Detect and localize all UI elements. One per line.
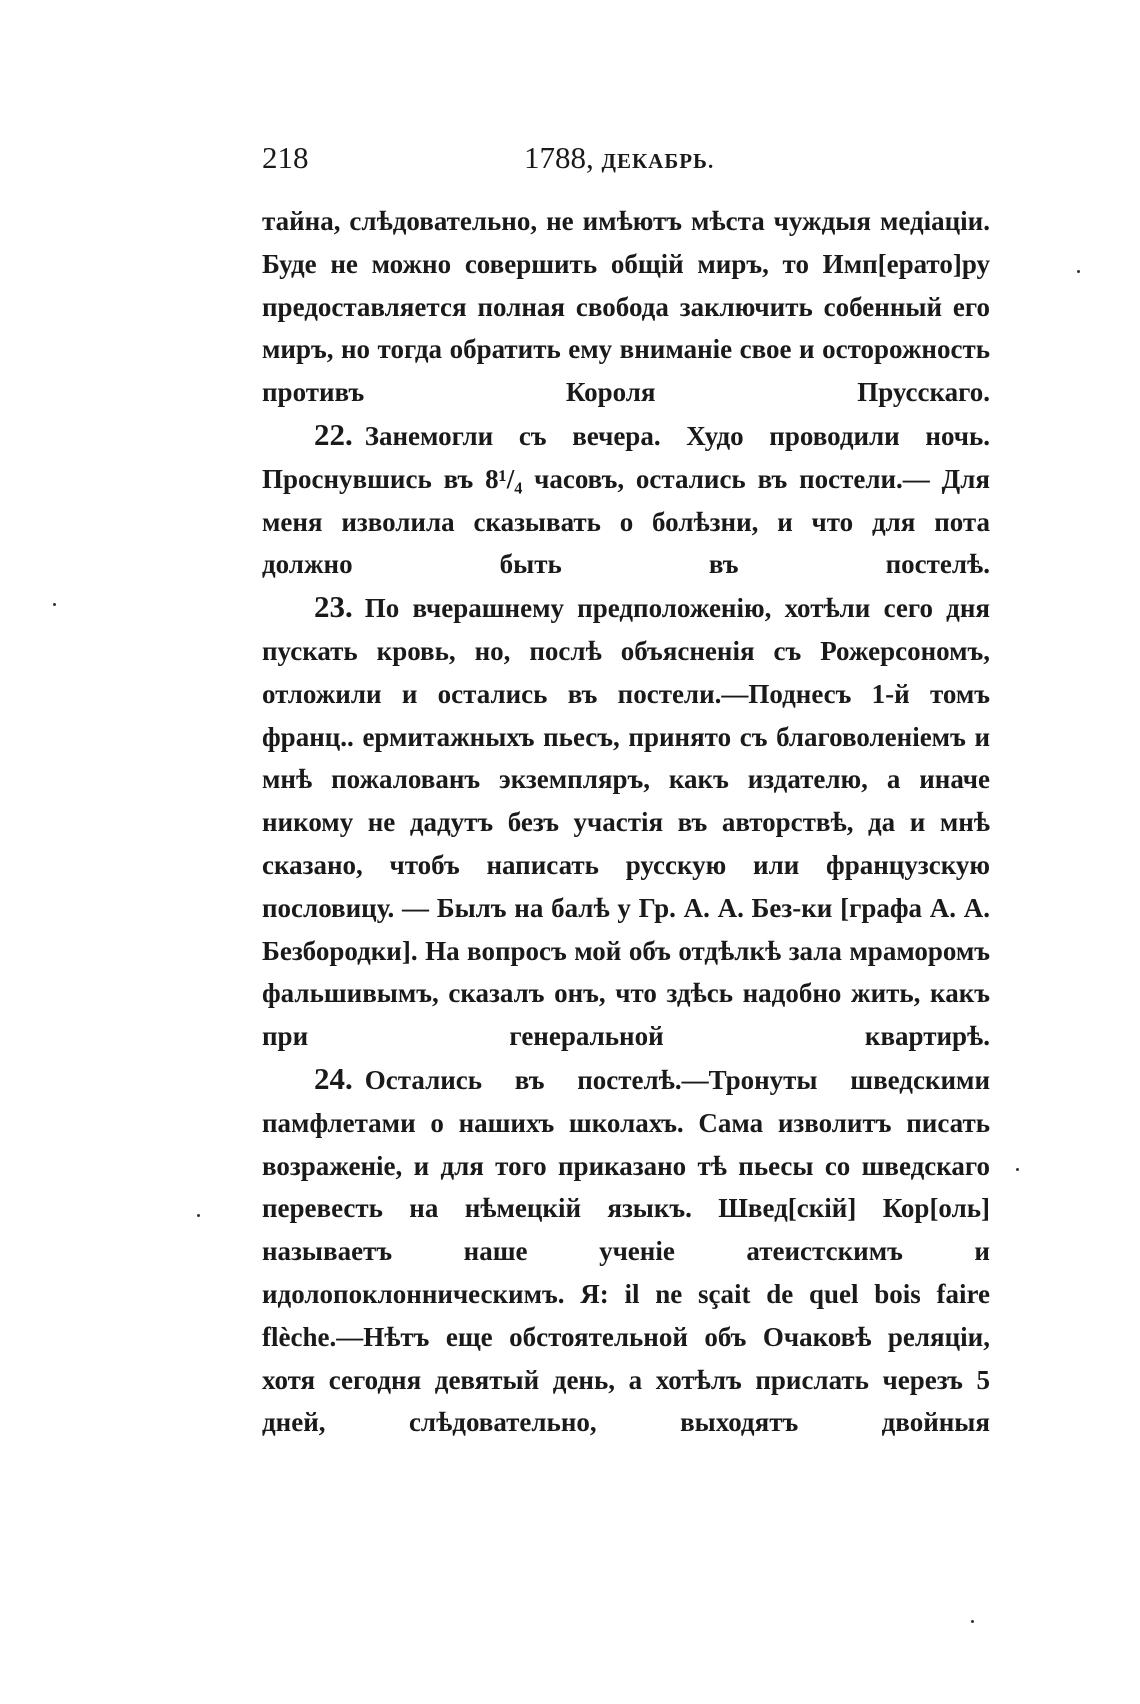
page-number: 218: [262, 140, 309, 175]
entry-text: Занемогли съ вечера. Худо проводили ночь. Проснувшись въ 8¹/₄ часовъ, остались въ постели.— Для меня изволила сказывать о болѣзни, и что для пота должно быть въ постелѣ.: [262, 420, 990, 580]
paragraph-continuation: [262, 200, 990, 414]
paragraph-text: тайна, слѣдовательно, не имѣютъ мѣста чуждыя медіаціи. Буде не можно совершить общій миръ, то Имп[ерато]ру предоставляется полная свобода заключить собенный его миръ, но тогда обратить ему вниманіе свое и осторожность противъ Короля Прусскаго.: [262, 206, 990, 408]
print-speck: [197, 1214, 200, 1217]
print-speck: [971, 1620, 974, 1623]
print-speck: [1016, 1168, 1019, 1171]
running-title-year: 1788,: [524, 140, 594, 175]
entry-number: 22.: [314, 416, 353, 452]
print-speck: [53, 603, 56, 606]
page-header: [262, 140, 990, 200]
diary-entry-24: [262, 1058, 990, 1444]
entry-number: 24.: [314, 1060, 353, 1096]
diary-entry-23: [262, 586, 990, 1058]
entry-text: По вчерашнему предположенію, хотѣли сего дня пускать кровь, но, послѣ объясненія съ Рожерсономъ, отложили и остались въ постели.—Поднесъ 1-й томъ франц.. ермитажныхъ пьесъ, принято съ благоволеніемъ и мнѣ пожалованъ экземпляръ, какъ издателю, а иначе никому не дадутъ безъ участія въ авторствѣ, да и мнѣ сказано, чтобъ написать русскую или французскую пословицу. — Былъ на балѣ у Гр. А. А. Без-ки [графа А. А. Безбородки]. На вопросъ мой объ отдѣлкѣ зала мраморомъ фальшивымъ, сказалъ онъ, что здѣсь надобно жить, какъ при генеральной квартирѣ.: [262, 593, 990, 1052]
print-speck: [1077, 270, 1080, 273]
running-title: [524, 140, 714, 176]
diary-entry-22: [262, 414, 990, 586]
entry-number: 23.: [314, 589, 353, 625]
running-title-month: ДЕКАБРЬ.: [601, 149, 715, 173]
book-page: [262, 140, 990, 1444]
entry-text: Остались въ постелѣ.—Тронуты шведскими памфлетами о нашихъ школахъ. Сама изволитъ писать возраженіе, и для того приказано тѣ пьесы со шведскаго перевесть на нѣмецкій языкъ. Швед[скій] Кор[оль] называетъ наше ученіе атеистскимъ и идолопоклонническимъ. Я: il ne sçait de quel bois faire flèche.—Нѣтъ еще обстоятельной объ Очаковѣ реляціи, хотя сегодня девятый день, а хотѣлъ прислать черезъ 5 дней, слѣдовательно, выходятъ двойныя: [262, 1064, 990, 1438]
